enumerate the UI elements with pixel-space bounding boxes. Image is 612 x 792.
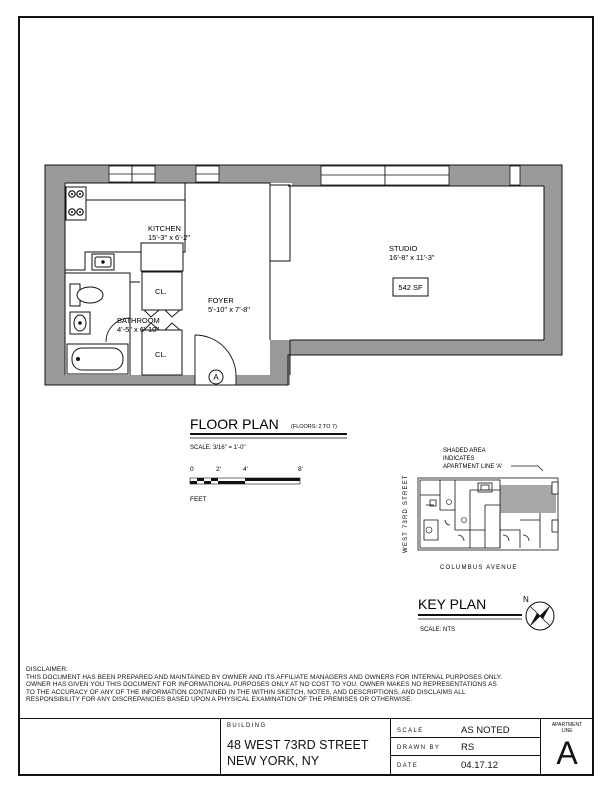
key-note-line-2: INDICATES xyxy=(443,456,475,462)
info-cell xyxy=(390,719,541,775)
building-cell xyxy=(220,719,391,775)
drawn-by-label: DRAWN BY xyxy=(397,745,441,751)
floors-note: (FLOORS: 2 TO 7) xyxy=(291,424,337,430)
address-line-1: 48 WEST 73RD STREET xyxy=(227,738,369,752)
bathtub xyxy=(67,344,128,374)
bathroom-dims: 4'-5" x 6'-10" xyxy=(117,325,159,334)
foyer-dims: 5'-10" x 7'-8" xyxy=(208,305,250,314)
scale-label: SCALE xyxy=(397,728,424,734)
date-value: 04.17.12 xyxy=(461,760,498,771)
floor-plan-title: FLOOR PLAN xyxy=(190,416,279,432)
key-plan xyxy=(403,448,558,633)
disclaimer-heading: DISCLAIMER: xyxy=(26,666,68,673)
scale-tick-2: 2' xyxy=(216,466,221,473)
closet-label-lower: CL. xyxy=(155,350,167,359)
key-shaded-area xyxy=(500,485,556,513)
apartment-label-1: APARTMENT xyxy=(551,722,583,728)
closet-label-upper: CL. xyxy=(155,287,167,296)
date-label: DATE xyxy=(397,763,419,769)
scale-tick-4: 4' xyxy=(243,466,248,473)
disclaimer xyxy=(26,666,586,704)
address-line-2: NEW YORK, NY xyxy=(227,754,320,768)
key-plan-scale: SCALE: NTS xyxy=(420,627,456,633)
north-label: N xyxy=(523,595,529,604)
title-block xyxy=(20,718,592,775)
scale-tick-8: 8' xyxy=(298,466,303,473)
kitchen-label: KITCHEN xyxy=(148,224,181,233)
apartment-line-value: A xyxy=(556,735,578,771)
scale-unit: FEET xyxy=(190,496,207,503)
stove xyxy=(66,187,86,220)
disclaimer-line: OWNER HAS GIVEN YOU THIS DOCUMENT FOR INFORMATIONAL PURPOSES ONLY AT NO COST TO YOU. OWNER MAKES NO REPRESENTATIONS AS xyxy=(26,681,497,689)
foyer-label: FOYER xyxy=(208,296,234,305)
key-street-west: WEST 73RD STREET xyxy=(403,474,409,553)
floor-plan-scale: SCALE: 3/16" = 1'-0" xyxy=(190,445,246,451)
scale-tick-0: 0 xyxy=(190,466,194,473)
bathroom-sink xyxy=(70,312,90,334)
north-arrow-icon xyxy=(523,595,554,630)
apartment-label-2: LINE xyxy=(561,728,573,734)
key-plan-title: KEY PLAN xyxy=(418,596,487,612)
apartment-marker-label: A xyxy=(213,373,219,382)
disclaimer-line: THIS DOCUMENT HAS BEEN PREPARED AND MAINTAINED BY OWNER AND ITS AFFILIATE MANAGERS AND OWNERS FOR INTERNAL PURPOSES ONLY. xyxy=(26,673,503,681)
refrigerator xyxy=(141,243,183,271)
toilet xyxy=(70,284,103,306)
studio-label: STUDIO xyxy=(389,244,418,253)
key-note-line-3: APARTMENT LINE 'A' xyxy=(443,464,503,470)
key-note-line-1: SHADED AREA xyxy=(443,448,486,454)
key-street-south: COLUMBUS AVENUE xyxy=(440,565,518,571)
building-label: BUILDING xyxy=(227,723,267,729)
drawn-by-value: RS xyxy=(461,742,475,753)
studio-dims: 16'-8" x 11'-3" xyxy=(389,253,435,262)
disclaimer-line: RESPONSIBILITY FOR ANY DISCREPANCIES BASED UPON A PHYSICAL EXAMINATION OF THE PREMISES OR OTHERWISE. xyxy=(26,696,413,704)
area-label: 542 SF xyxy=(398,283,423,292)
bathroom-label: BATHROOM xyxy=(117,316,160,325)
apartment-line-cell xyxy=(540,719,593,775)
kitchen-dims: 15'-3" x 6'-2" xyxy=(148,233,190,242)
kitchen-sink xyxy=(92,254,114,270)
scale-bar xyxy=(190,466,303,503)
scale-value: AS NOTED xyxy=(461,725,510,736)
disclaimer-line: TO THE ACCURACY OF ANY OF THE INFORMATION CONTAINED IN THE WITHIN SKETCH, NOTES, AND DESCRIPTIONS, AND DISCLAIMS ALL xyxy=(26,688,466,696)
